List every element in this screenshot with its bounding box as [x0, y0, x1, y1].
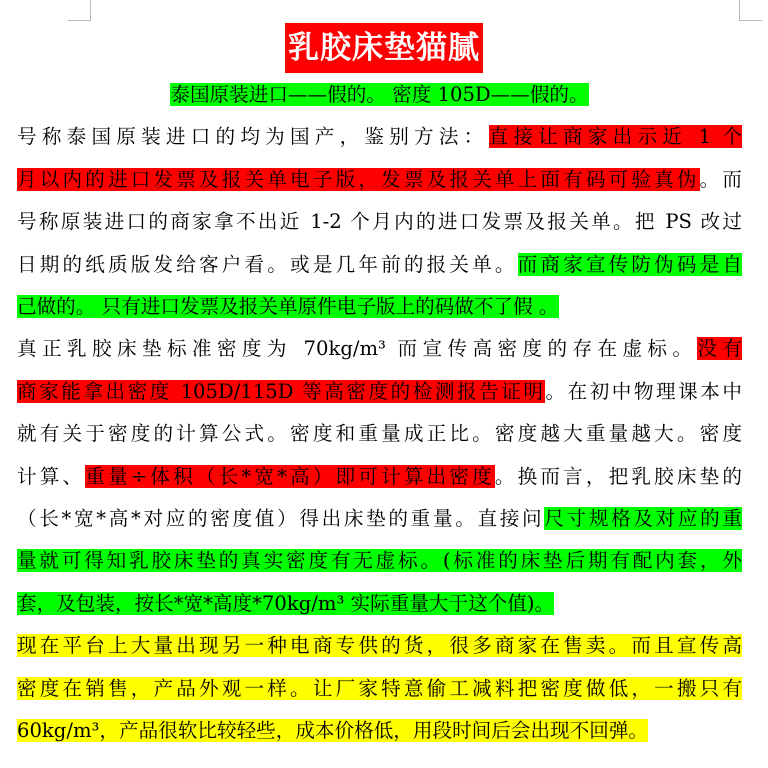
- text-line: [17, 160, 742, 200]
- highlighted-text-green: 尺寸规格及对应的重: [544, 507, 742, 530]
- highlighted-text-red: 月以内的进口发票及报关单电子版，发票及报关单上面有码可验真伪: [17, 167, 700, 191]
- highlighted-text-green: 套，及包装，按长*宽*高度*70kg/m³ 实际重量大于这个值)。: [17, 591, 555, 615]
- document-title: 乳胶床垫猫腻: [285, 23, 483, 73]
- text-run: 。换而言，把乳胶床垫的: [494, 464, 742, 488]
- text-line: [17, 541, 742, 581]
- text-line: [17, 457, 742, 497]
- text-run: 号称泰国原装进口的均为国产，鉴别方法：: [17, 125, 489, 149]
- text-line: [17, 711, 742, 751]
- text-run: 日期的纸质版发给客户看。或是几年前的报关单。: [17, 252, 518, 276]
- highlighted-text-green: 量就可得知乳胶床垫的真实密度有无虚标。(标准的床垫后期有配内套，外: [17, 549, 742, 573]
- text-run: 号称原装进口的商家拿不出近 1-2 个月内的进口发票及报关单。把 PS 改过: [17, 210, 742, 234]
- text-run: 。在初中物理课本中: [545, 379, 742, 403]
- text-line: [17, 202, 742, 242]
- page-corner-marker-left: [68, 0, 91, 21]
- page-corner-marker-right: [739, 0, 762, 21]
- text-run: 真正乳胶床垫标准密度为 70kg/m³ 而宣传高密度的存在虚标。: [17, 337, 698, 361]
- highlighted-text-yellow: 60kg/m³，产品很软比较轻些，成本价格低，用段时间后会出现不回弹。: [17, 719, 649, 742]
- text-line: [17, 287, 742, 327]
- text-line: [17, 75, 742, 115]
- text-line: [17, 626, 742, 666]
- text-run: 计算、: [17, 464, 86, 488]
- text-line: [17, 372, 742, 412]
- highlighted-text-red: 商家能拿出密度 105D/115D 等高密度的检测报告证明: [17, 379, 546, 403]
- highlighted-text-yellow: 现在平台上大量出现另一种电商专供的货，很多商家在售卖。而且宣传高: [17, 634, 742, 658]
- text-line: [17, 584, 742, 624]
- text-line: [17, 245, 742, 285]
- highlighted-text-red: 重量÷体积（长*宽*高）即可计算出密度: [85, 464, 495, 488]
- text-run: （长*宽*高*对应的密度值）得出床垫的重量。直接问: [17, 507, 545, 530]
- highlighted-text-red: 没有: [697, 337, 742, 361]
- text-line: [17, 329, 742, 369]
- text-line: [17, 117, 742, 157]
- title-container: [0, 23, 768, 73]
- highlighted-text-yellow: 密度在销售，产品外观一样。让厂家特意偷工减料把密度做低，一搬只有: [17, 676, 742, 700]
- text-line: [17, 669, 742, 709]
- text-line: [17, 414, 742, 454]
- text-line: [17, 499, 742, 539]
- text-run: 就有关于密度的计算公式。密度和重量成正比。密度越大重量越大。密度: [17, 422, 742, 446]
- text-run: 。而: [699, 167, 742, 191]
- highlighted-text-green: 泰国原装进口——假的。 密度 105D——假的。: [170, 83, 589, 106]
- highlighted-text-red: 直接让商家出示近 1 个: [488, 125, 742, 149]
- highlighted-text-green: 己做的。 只有进口发票及报关单原件电子版上的码做不了假 。: [17, 295, 559, 318]
- highlighted-text-green: 而商家宣传防伪码是自: [517, 252, 742, 276]
